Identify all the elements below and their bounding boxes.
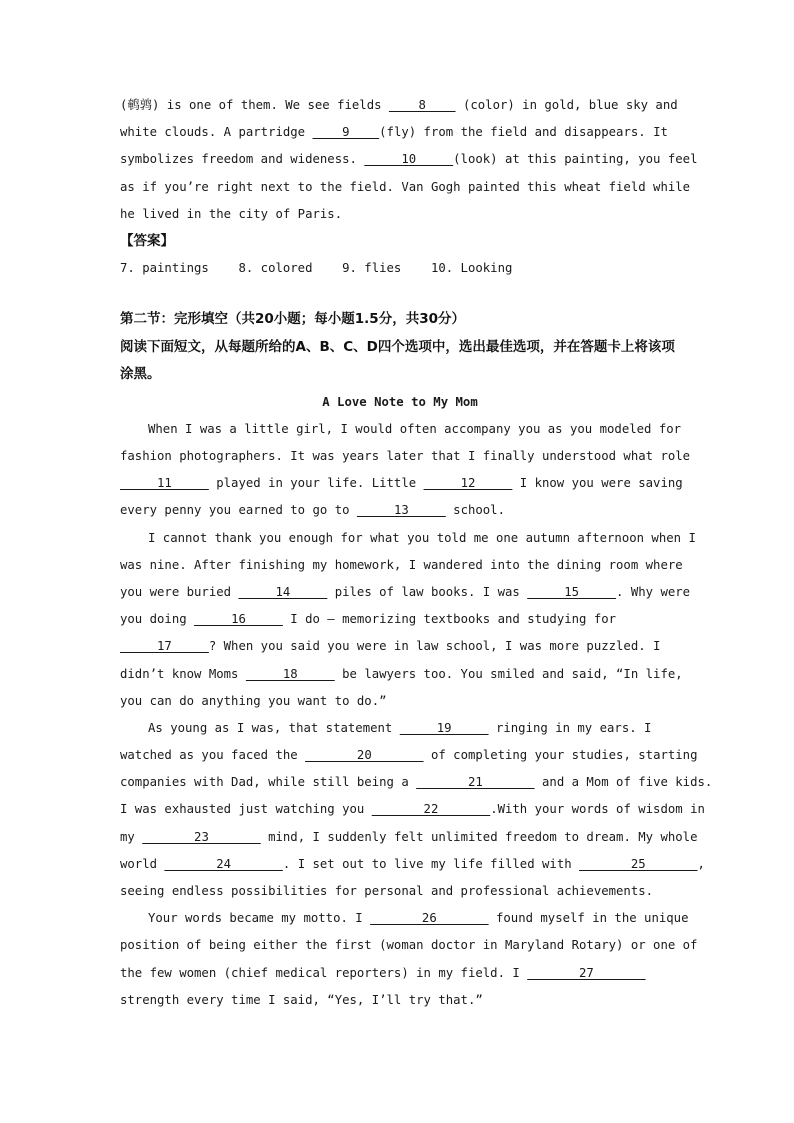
text-segment: he lived in the city of Paris. [120, 206, 343, 221]
story-line [120, 525, 696, 552]
story-line [120, 960, 680, 987]
text-segment: the few women (chief medical reporters) in my field. I [120, 965, 528, 980]
blank-24: 24 [164, 856, 283, 871]
story-line [120, 552, 683, 579]
passage-continuation [120, 92, 698, 228]
spacer [120, 282, 680, 306]
text-segment: played in your life. Little [208, 476, 424, 491]
blank-25: 25 [579, 856, 698, 871]
text-segment: piles of law books. I was [327, 584, 528, 599]
text-segment: my [120, 829, 143, 844]
blank-10: 10 [364, 152, 454, 167]
blank-17: 17 [120, 639, 209, 654]
text-segment: found myself in the unique [488, 911, 689, 926]
passage-line [120, 146, 698, 173]
text-segment: When I was a little girl, I would often accompany you as you modeled for [148, 421, 682, 436]
text-segment: mind, I suddenly felt unlimited freedom to dream. My whole [260, 829, 698, 844]
text-segment: I know you were saving [512, 476, 683, 491]
text-segment: Your words became my motto. I [148, 911, 371, 926]
story-line [120, 661, 683, 688]
text-segment: I do — memorizing textbooks and studying for [282, 612, 617, 627]
passage-line [120, 201, 680, 228]
text-segment: you were buried [120, 584, 239, 599]
blank-13: 13 [356, 503, 446, 518]
text-segment: of completing your studies, starting [423, 748, 698, 763]
story-line [120, 416, 680, 443]
text-segment: ? When you said you were in law school, I was more puzzled. I [208, 639, 661, 654]
page-content [120, 92, 713, 1014]
story-line [120, 769, 713, 796]
blank-27: 27 [527, 965, 646, 980]
text-segment: , [697, 856, 705, 871]
text-segment: ringing in my ears. I [488, 720, 652, 735]
blank-26: 26 [370, 911, 489, 926]
blank-12: 12 [423, 476, 513, 491]
blank-18: 18 [245, 666, 335, 681]
text-segment: . Why were [616, 584, 691, 599]
text-segment: seeing endless possibilities for personal and professional achievements. [120, 884, 654, 898]
text-segment: . I set out to live my life filled with [282, 856, 580, 871]
text-segment: white clouds. A partridge [120, 125, 313, 140]
text-segment: strength every time I said, “Yes, I’ll try that.” [120, 992, 483, 1007]
blank-9: 9 [312, 125, 380, 140]
text-segment: symbolizes freedom and wideness. [120, 152, 365, 167]
passage-line [120, 174, 691, 201]
blank-23: 23 [142, 829, 261, 844]
text-segment: companies with Dad, while still being a [120, 775, 417, 790]
text-segment: position of being either the first (woman doctor in Maryland Rotary) or one of [120, 938, 698, 953]
section-title: 第二节：完形填空（共20小题；每小题1.5分，共30分） [120, 311, 465, 328]
story-line [120, 932, 698, 959]
text-segment: As young as I was, that statement [148, 720, 400, 735]
blank-19: 19 [399, 720, 489, 735]
text-segment: I was exhausted just watching you [120, 802, 372, 817]
text-segment: world [120, 856, 165, 871]
story-line [120, 688, 680, 715]
text-segment: and a Mom of five kids. [534, 775, 713, 790]
text-segment: you can do anything you want to do.” [120, 693, 387, 708]
story-line [120, 606, 680, 633]
section-instruction: 阅读下面短文，从每题所给的A、B、C、D四个选项中，选出最佳选项，并在答题卡上将该项涂黑。 [120, 338, 675, 383]
blank-16: 16 [194, 612, 283, 627]
blank-8: 8 [388, 98, 456, 112]
text-segment: was nine. After finishing my homework, I wandered into the dining room where [120, 557, 683, 572]
text-segment: (color) in gold, blue sky and [455, 98, 678, 112]
text-segment: every penny you earned to go to [120, 503, 357, 518]
blank-11: 11 [120, 476, 209, 491]
text-segment: (look) at this painting, you feel [453, 152, 698, 167]
story-line [120, 633, 680, 660]
story-line [120, 443, 691, 470]
story-title: A Love Note to My Mom [322, 394, 478, 409]
story-line [120, 579, 691, 606]
story-line [120, 497, 680, 524]
blank-21: 21 [416, 775, 535, 790]
story-line [120, 796, 705, 823]
blank-15: 15 [527, 584, 617, 599]
text-segment: (鹌鹑) is one of them. We see fields [120, 98, 389, 112]
text-segment: didn’t know Moms [120, 666, 246, 681]
blank-22: 22 [371, 802, 491, 817]
blank-14: 14 [238, 584, 328, 599]
text-segment: .With your words of wisdom in [490, 802, 705, 817]
story-body [120, 416, 713, 1014]
blank-20: 20 [305, 748, 424, 763]
text-segment: I cannot thank you enough for what you told me one autumn afternoon when I [148, 530, 696, 545]
story-line [120, 987, 680, 1014]
story-line [120, 851, 705, 878]
story-line [120, 824, 698, 851]
passage-line [120, 92, 680, 119]
story-line [120, 715, 680, 742]
answer-list: 7. paintings 8. colored 9. flies 10. Looking [120, 260, 513, 275]
story-line [120, 905, 689, 932]
text-segment: watched as you faced the [120, 748, 306, 763]
story-line [120, 742, 698, 769]
text-segment: (fly) from the field and disappears. It [379, 125, 668, 140]
story-line [120, 878, 680, 905]
text-segment: you doing [120, 612, 195, 627]
answer-label: 【答案】 [120, 232, 174, 249]
passage-line [120, 119, 680, 146]
text-segment: fashion photographers. It was years later that I finally understood what role [120, 449, 691, 463]
text-segment: as if you’re right next to the field. Van Gogh painted this wheat field while [120, 179, 691, 194]
text-segment: be lawyers too. You smiled and said, “In life, [334, 666, 683, 681]
text-segment: school. [445, 503, 505, 518]
story-line [120, 470, 683, 497]
